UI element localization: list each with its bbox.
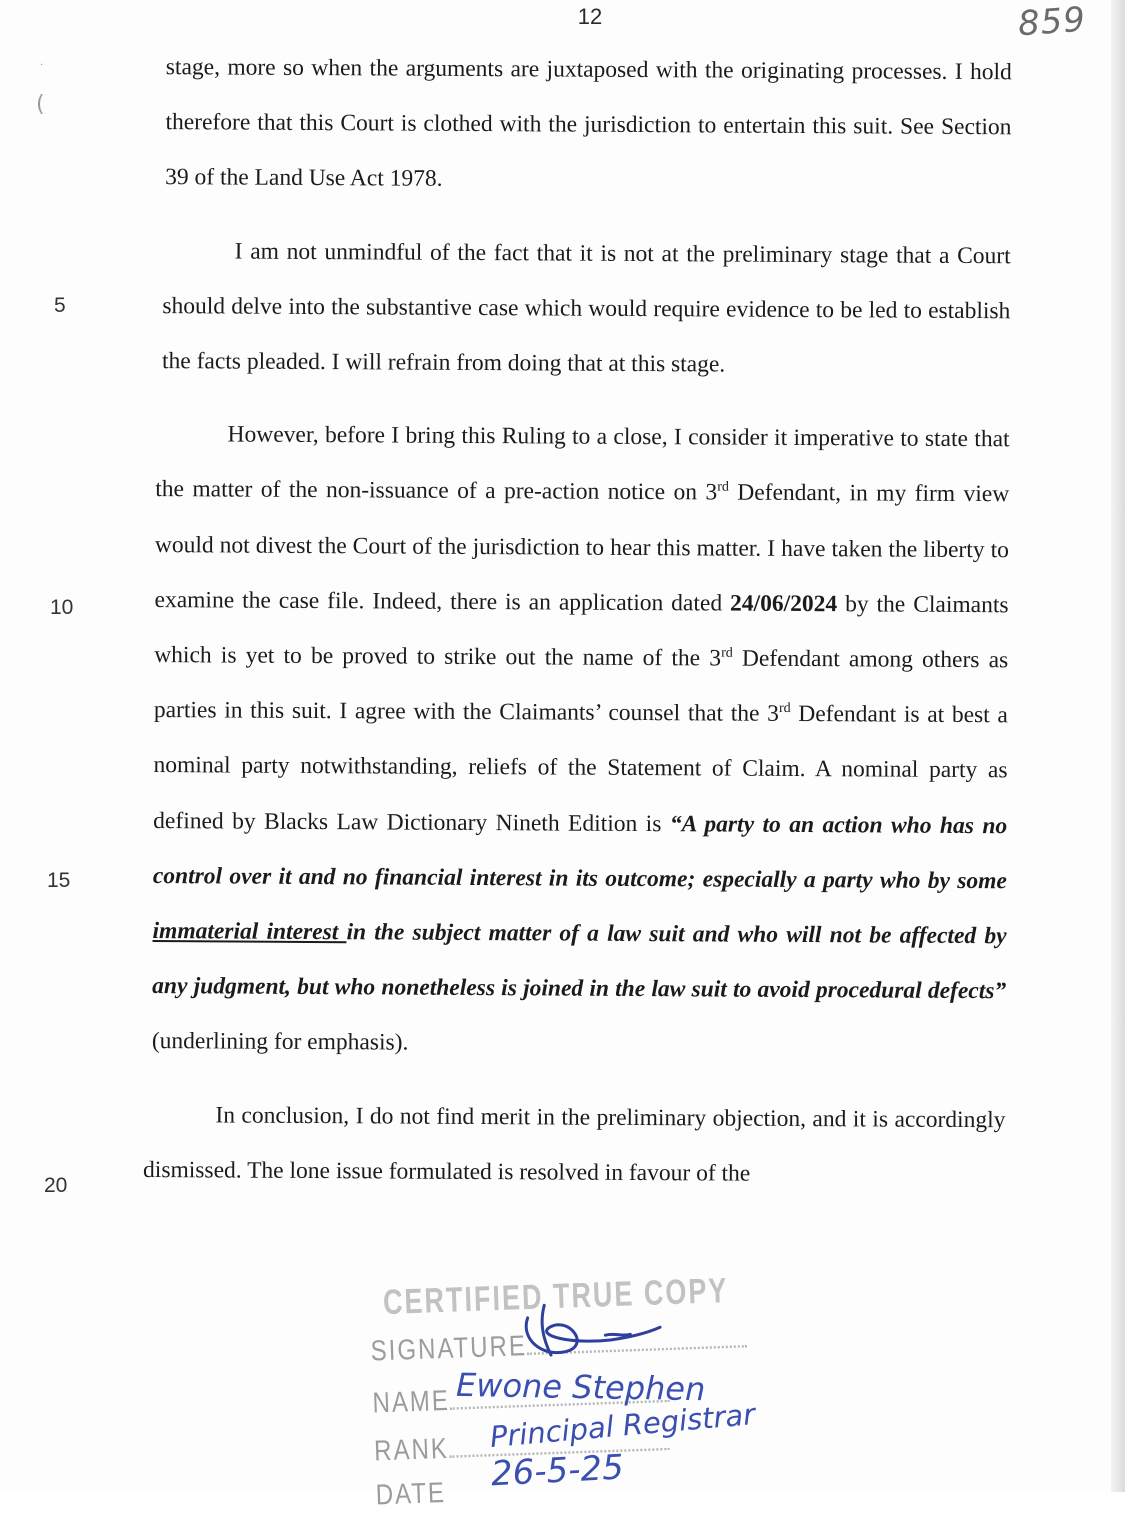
- paragraph-text-segment: Defendant among others as parties in this suit. I agree with the Claimants’ counsel that the 3: [153, 645, 1009, 728]
- line-number-20: 20: [44, 1174, 68, 1197]
- paragraph-text-segment: Defendant is at best a nominal party notwithstanding, reliefs of the Statement of Claim. A nominal party as defined by Blacks Law Dictionary Nineth Edition is: [153, 701, 1008, 837]
- stamp-date-row: [375, 1477, 446, 1513]
- paragraph-text-segment: (underlining for emphasis).: [151, 1028, 409, 1057]
- line-number-5: 5: [54, 294, 66, 317]
- stamp-signature-label: SIGNATURE: [370, 1329, 528, 1368]
- stamp-name-handwritten: Ewone Stephen: [455, 1365, 706, 1409]
- paragraph-text-segment: by the Claimants which is yet to be proved to strike out the name of the 3: [154, 591, 1009, 672]
- stamp-rank-label: RANK: [373, 1432, 450, 1468]
- paragraph-text-segment: However, before I bring this Ruling to a close, I consider it imperative to state that the matter of the non-issuance of a pre-action notice on 3: [155, 421, 1010, 506]
- stamp-name-label: NAME: [371, 1384, 451, 1420]
- application-date: 24/06/2024: [730, 590, 838, 618]
- quote-text-segment: in the subject matter of a law suit and who will not be affected by any judgment, but who nonetheless is joined in the law suit to avoid procedural defects”: [152, 919, 1007, 1005]
- paragraph-preliminary-stage: I am not unmindful of the fact that it is not at the preliminary stage that a Court should delve into the substantive case which would require evidence to be led to establish the facts pleaded. I will refrain from doing that at this stage.: [161, 238, 1011, 378]
- stamp-date-handwritten: 26-5-25: [490, 1447, 625, 1495]
- margin-bracket-mark: (: [36, 92, 45, 117]
- dictionary-quote: [152, 811, 1007, 1005]
- certified-true-copy-stamp: [368, 1269, 795, 1512]
- stamp-rank-handwritten: Principal Registrar: [488, 1397, 757, 1455]
- page-number: 12: [577, 4, 603, 29]
- handwritten-folio-number: 859: [1016, 0, 1088, 45]
- line-number-15: 15: [47, 869, 71, 892]
- stamp-date-label: DATE: [375, 1476, 447, 1512]
- ordinal-superscript: rd: [721, 645, 733, 661]
- paragraph-continuation: stage, more so when the arguments are juxtaposed with the originating processes. I hold therefore that this Court is clothed with the jurisdiction to entertain this suit. See Section 39 of the Land Use Act 1978.: [165, 54, 1012, 193]
- paragraph-nominal-party: [144, 407, 1010, 1075]
- handwritten-signature-icon: [509, 1293, 671, 1369]
- margin-speck: ·: [40, 60, 44, 71]
- ordinal-superscript: rd: [717, 480, 729, 496]
- ruling-body-text: [143, 40, 1012, 1203]
- ordinal-superscript: rd: [778, 701, 791, 717]
- underlined-quote-text: immaterial interest: [152, 918, 347, 946]
- stamp-title: CERTIFIED TRUE COPY: [382, 1270, 730, 1322]
- quote-text-segment: “A party to an action who has no control over it and no financial interest in its outcome; especially a party who by some: [152, 810, 1008, 895]
- line-number-10: 10: [50, 596, 74, 619]
- paragraph-text-segment: Defendant, in my firm view would not divest the Court of the jurisdiction to hear this matter. I have taken the liberty to examine the case file. Indeed, there is an application dated: [154, 479, 1010, 617]
- page-edge-shadow: [1111, 0, 1125, 1492]
- paragraph-conclusion: In conclusion, I do not find merit in the preliminary objection, and it is accordingly dismissed. The lone issue formulated is resolved in favour of the: [143, 1102, 1006, 1187]
